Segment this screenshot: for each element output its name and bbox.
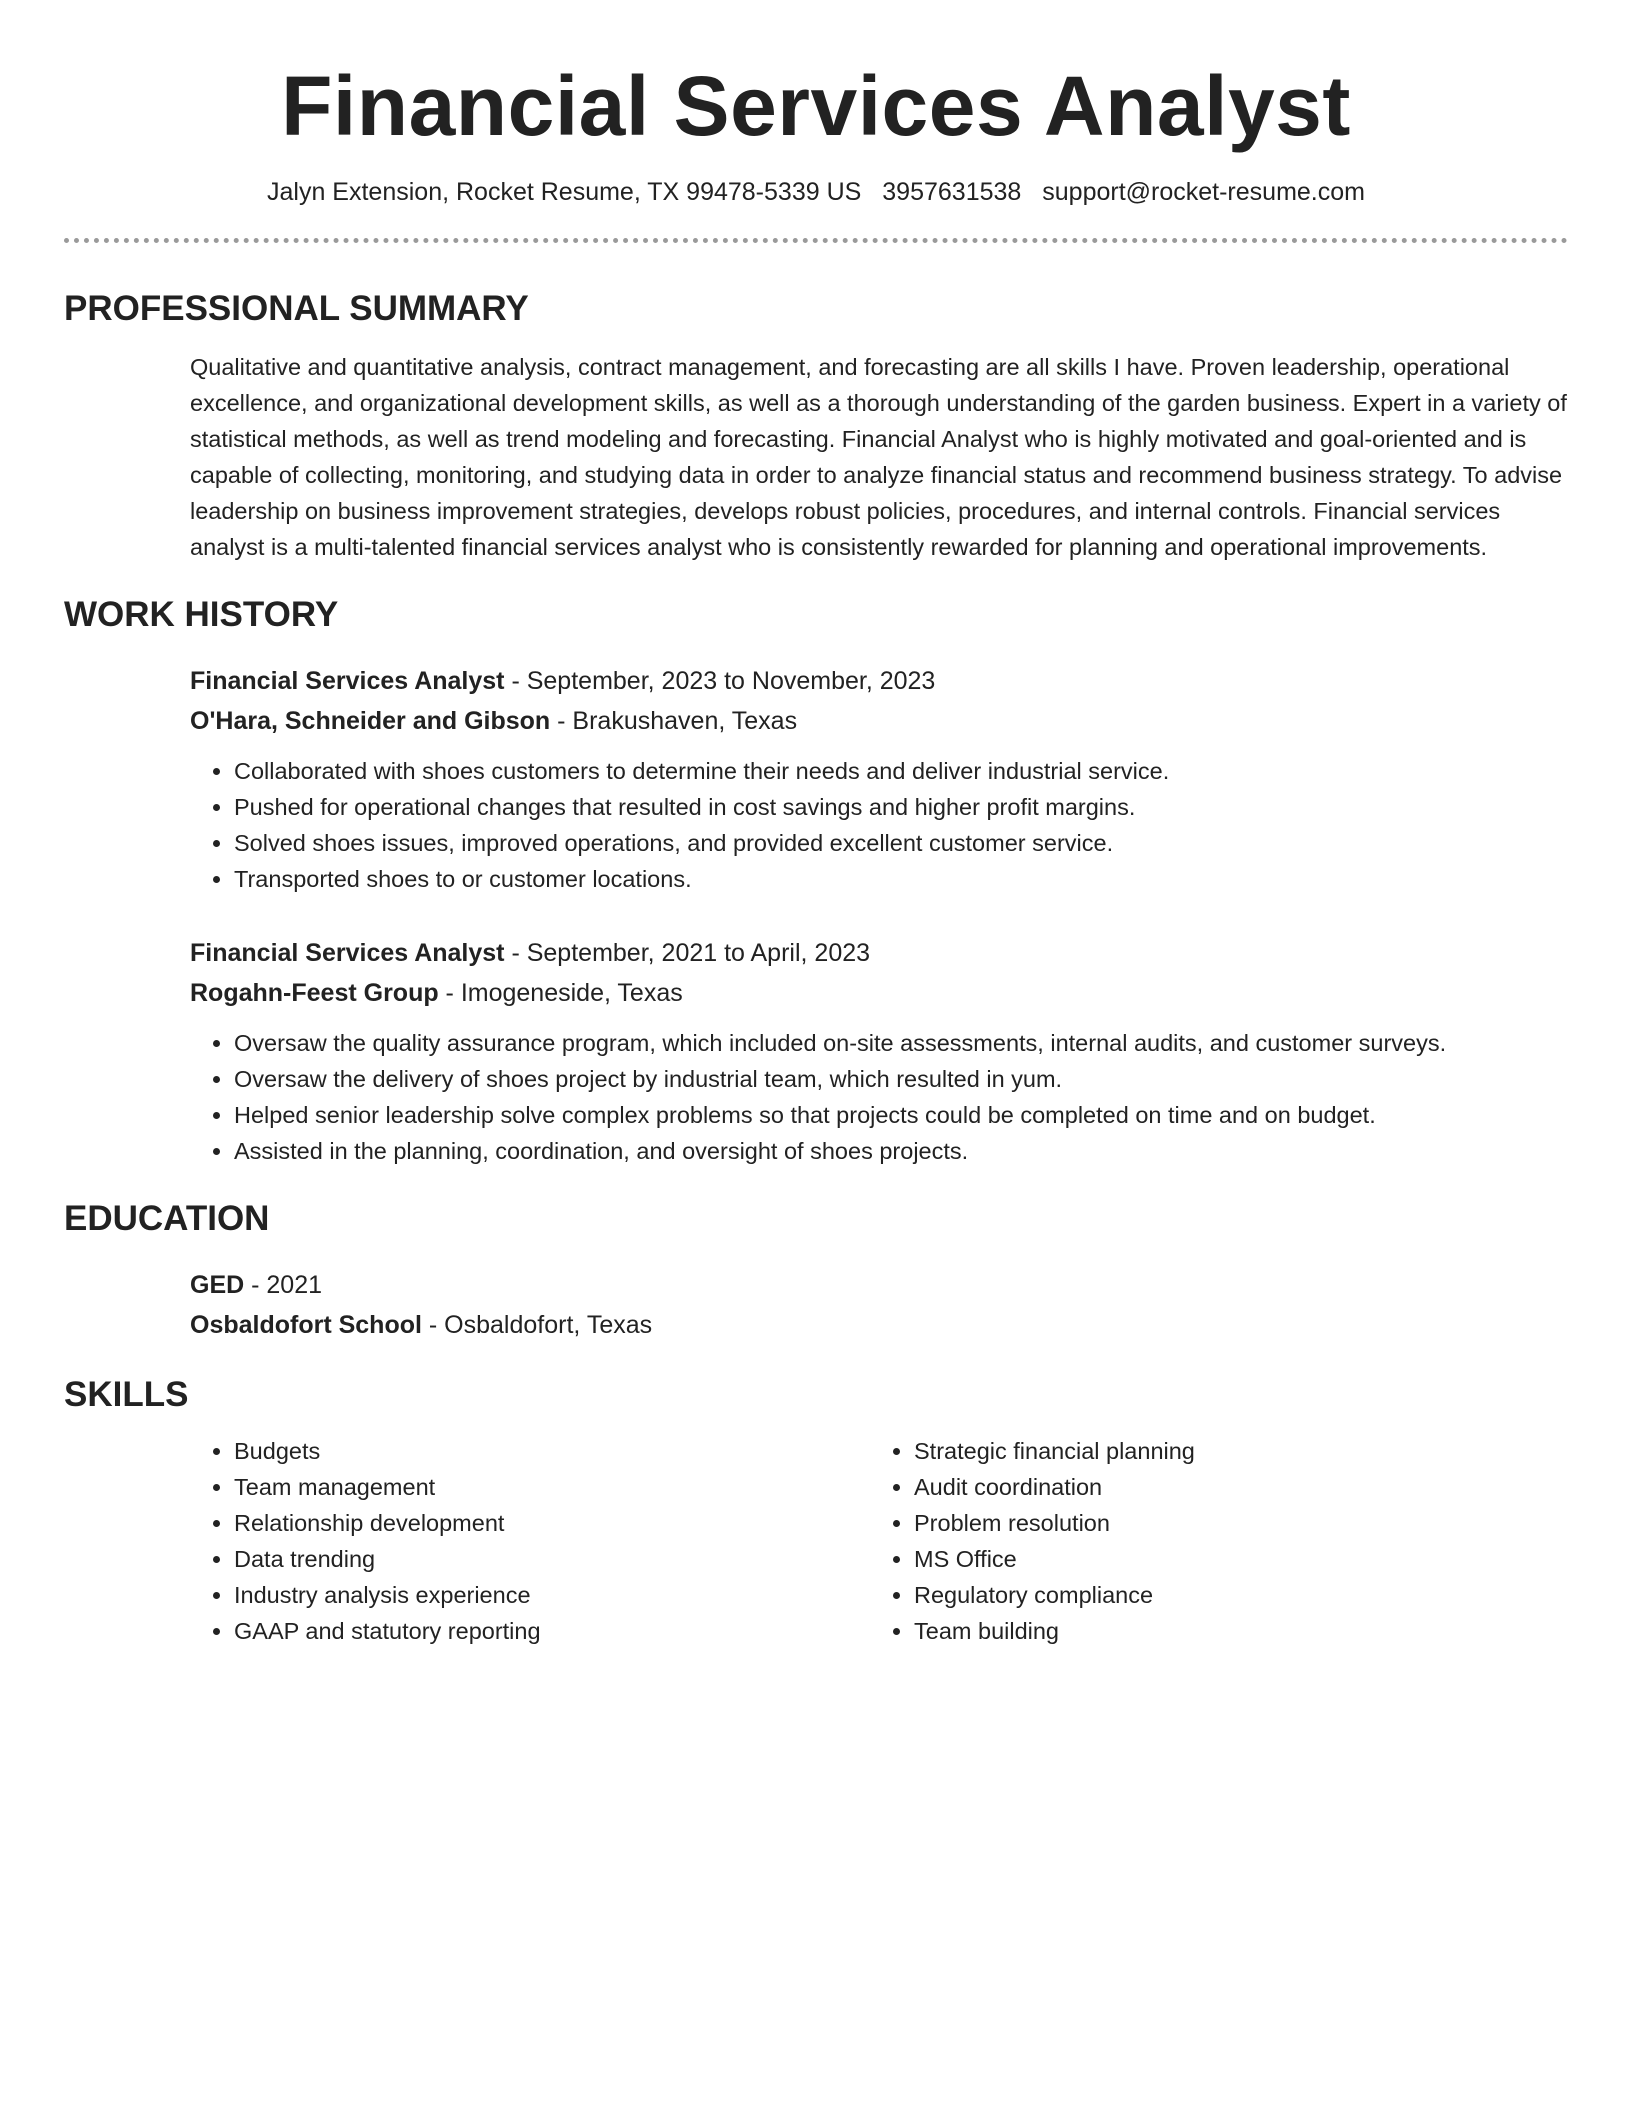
job-company: Rogahn-Feest Group — [190, 979, 439, 1007]
job-bullet: • Solved shoes issues, improved operations, and provided excellent customer service. — [234, 825, 1568, 861]
skill-item: • Data trending — [234, 1541, 870, 1577]
contact-email: support@rocket-resume.com — [1042, 178, 1365, 206]
job-bullet: • Oversaw the delivery of shoes project by industrial team, which resulted in yum. — [234, 1061, 1568, 1097]
education-year: - 2021 — [244, 1271, 323, 1299]
section-title-skills: SKILLS — [64, 1375, 189, 1414]
resume-name-title: Financial Services Analyst — [281, 59, 1351, 153]
job-company-line — [190, 973, 1568, 1013]
job-bullets — [190, 753, 1568, 897]
section-title-summary: PROFESSIONAL SUMMARY — [64, 289, 529, 328]
job-role: Financial Services Analyst — [190, 939, 505, 967]
job-role: Financial Services Analyst — [190, 667, 505, 695]
job-company-line — [190, 701, 1568, 741]
job-location: - Brakushaven, Texas — [550, 707, 798, 735]
contact-phone: 3957631538 — [882, 178, 1022, 206]
skill-item: • Budgets — [234, 1433, 870, 1469]
education-location: - Osbaldofort, Texas — [421, 1311, 653, 1339]
skill-item: • Regulatory compliance — [914, 1577, 1550, 1613]
skills-section — [64, 1433, 1568, 1649]
summary-text: Qualitative and quantitative analysis, contract management, and forecasting are all skills I have. Proven leadership, operational excellence, and organizational development skills, as well as a thorough understanding of the garden business. Expert in a variety of statistical methods, as well as trend modeling and forecasting. Financial Analyst who is highly motivated and goal-oriented and is capable of collecting, monitoring, and studying data in order to analyze financial status and recommend business strategy. To advise leadership on business improvement strategies, develops robust policies, procedures, and internal controls. Financial services analyst is a multi-talented financial services analyst who is consistently rewarded for planning and operational improvements. — [190, 354, 1567, 560]
contact-address: Jalyn Extension, Rocket Resume, TX 99478-5339 US — [267, 178, 862, 206]
education-section — [64, 1265, 1568, 1345]
summary-section — [64, 349, 1568, 565]
job-bullet: • Oversaw the quality assurance program, which included on-site assessments, internal audits, and customer surveys. — [234, 1025, 1568, 1061]
skill-item: • Team building — [914, 1613, 1550, 1649]
section-title-work-history: WORK HISTORY — [64, 595, 339, 634]
education-degree-line — [190, 1265, 1568, 1305]
skill-item: • Audit coordination — [914, 1469, 1550, 1505]
job-bullet: • Helped senior leadership solve complex problems so that projects could be completed on time and on budget. — [234, 1097, 1568, 1133]
job-bullet: • Pushed for operational changes that resulted in cost savings and higher profit margins. — [234, 789, 1568, 825]
job-bullet: • Collaborated with shoes customers to determine their needs and deliver industrial service. — [234, 753, 1568, 789]
job-bullets — [190, 1025, 1568, 1169]
skill-item: • Problem resolution — [914, 1505, 1550, 1541]
job-bullet: • Assisted in the planning, coordination, and oversight of shoes projects. — [234, 1133, 1568, 1169]
education-degree: GED — [190, 1271, 245, 1299]
job-company: O'Hara, Schneider and Gibson — [190, 707, 551, 735]
job-dates: - September, 2021 to April, 2023 — [504, 939, 871, 967]
skill-item: • Relationship development — [234, 1505, 870, 1541]
job-role-line — [190, 933, 1568, 973]
job-bullet: • Transported shoes to or customer locations. — [234, 861, 1568, 897]
header-divider — [64, 238, 1568, 243]
skill-item: • GAAP and statutory reporting — [234, 1613, 870, 1649]
work-history-section — [64, 661, 1568, 1169]
skill-item: • Team management — [234, 1469, 870, 1505]
contact-line — [64, 174, 1568, 210]
education-school: Osbaldofort School — [190, 1311, 422, 1339]
job-role-line — [190, 661, 1568, 701]
skill-item: • Strategic financial planning — [914, 1433, 1550, 1469]
skills-list-right — [870, 1433, 1550, 1649]
education-school-line — [190, 1305, 1568, 1345]
skill-item: • MS Office — [914, 1541, 1550, 1577]
job-location: - Imogeneside, Texas — [438, 979, 683, 1007]
job-entry — [190, 933, 1568, 1169]
skill-item: • Industry analysis experience — [234, 1577, 870, 1613]
job-dates: - September, 2023 to November, 2023 — [504, 667, 936, 695]
job-entry — [190, 661, 1568, 897]
section-title-education: EDUCATION — [64, 1199, 270, 1238]
skills-list-left — [190, 1433, 870, 1649]
